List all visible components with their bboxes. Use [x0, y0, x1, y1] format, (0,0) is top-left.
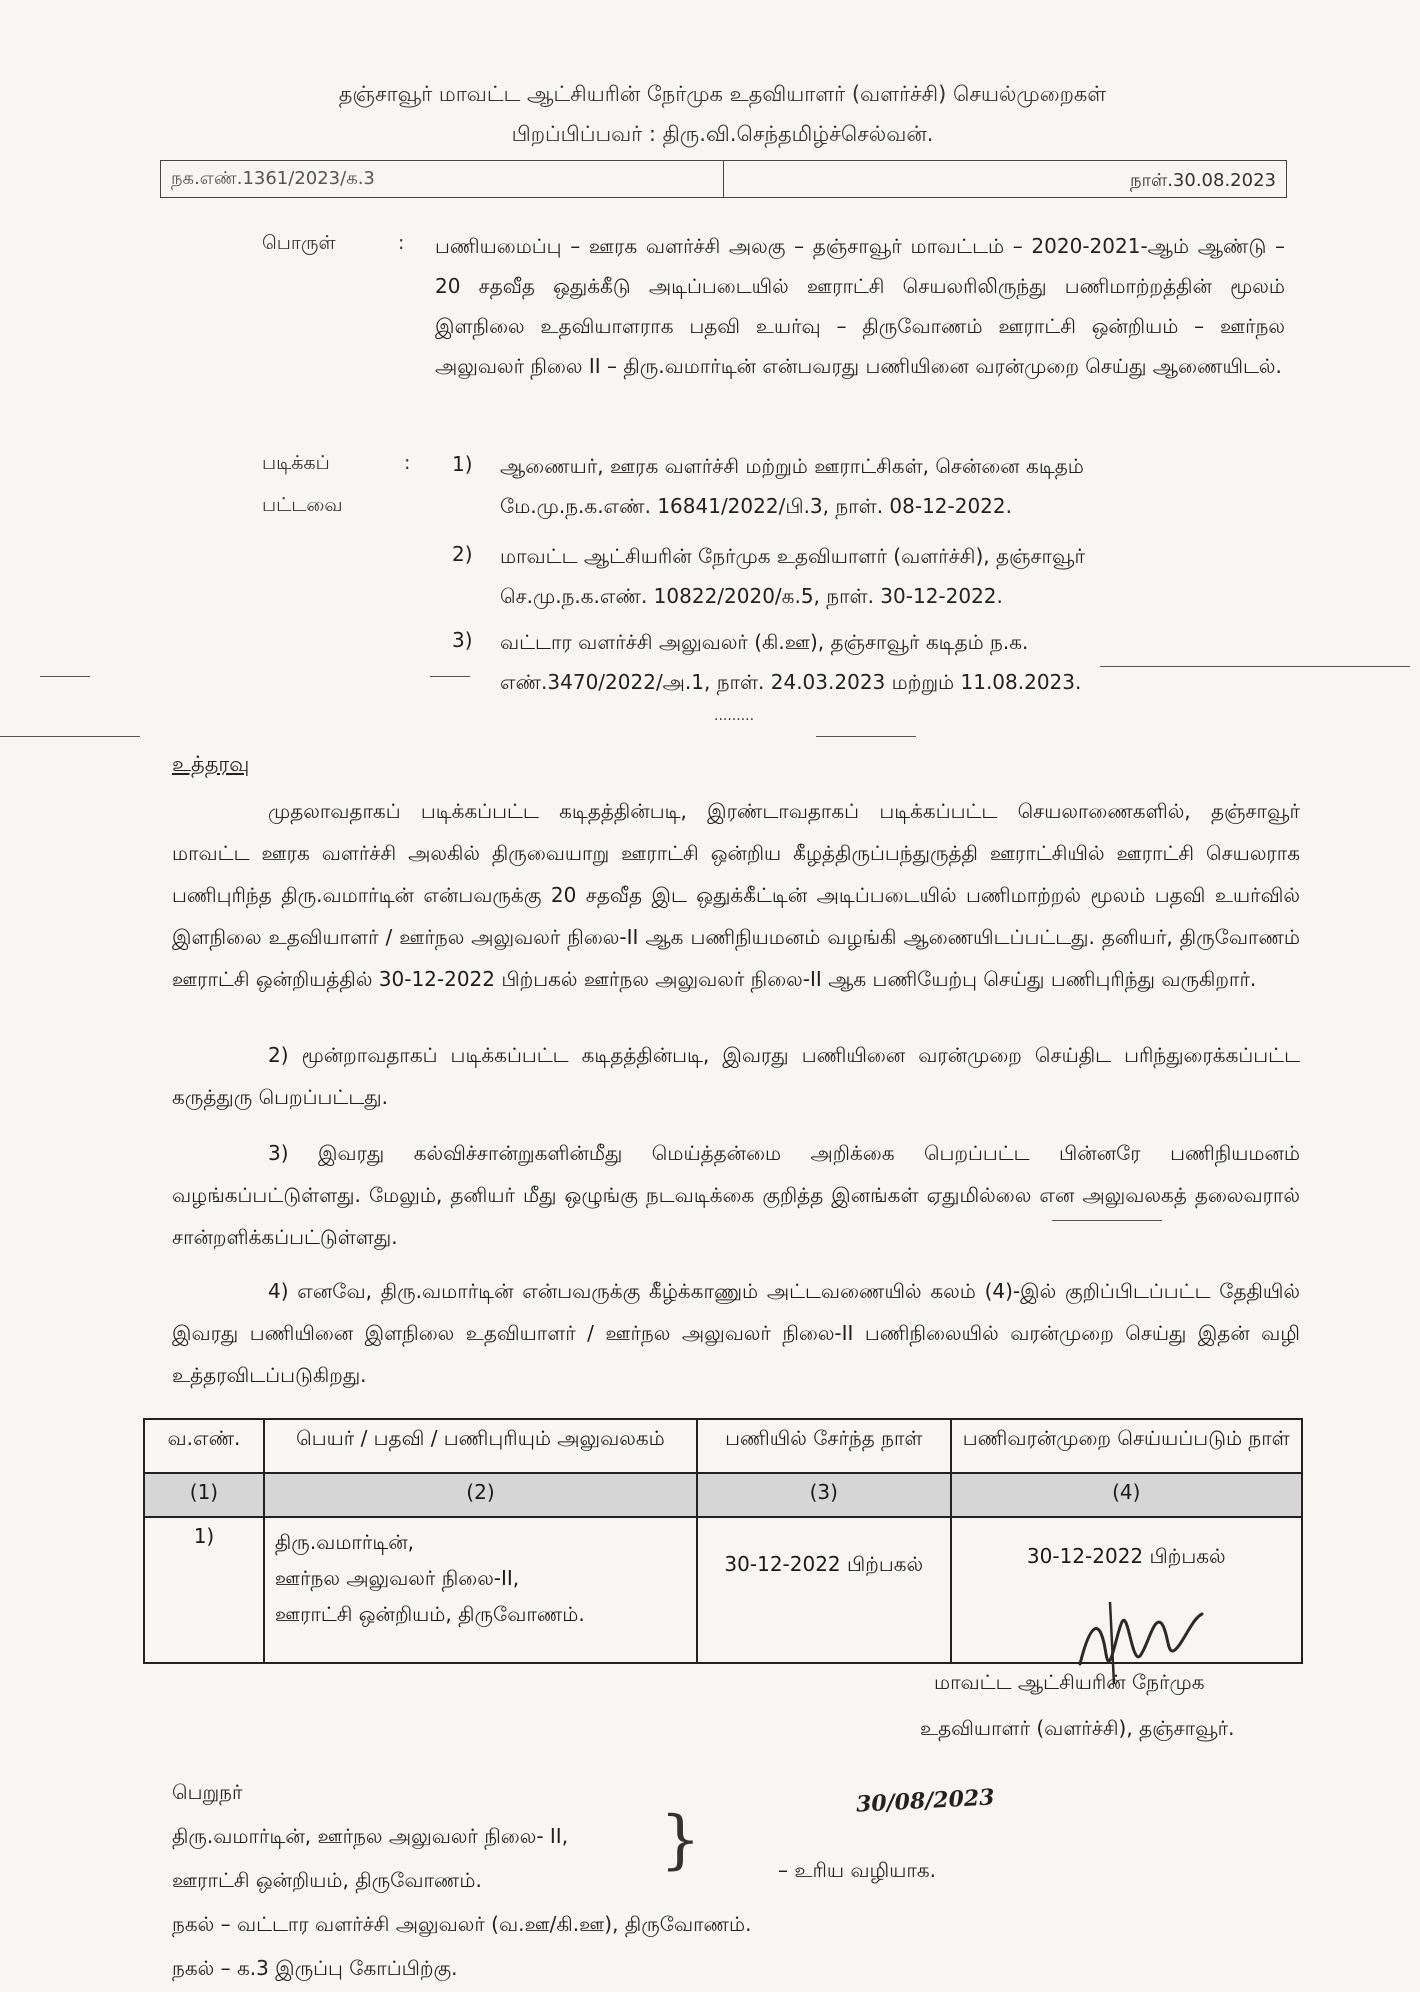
reference-2-line-1: மாவட்ட ஆட்சியரின் நேர்முக உதவியாளர் (வளர்ச்சி), தஞ்சாவூர்: [500, 544, 1085, 568]
reference-bar-divider: [723, 161, 724, 197]
reference-1-line-1: ஆணையர், ஊரக வளர்ச்சி மற்றும் ஊராட்சிகள், சென்னை கடிதம்: [500, 454, 1084, 478]
scan-mark: [0, 736, 140, 737]
order-paragraph-1: முதலாவதாகப் படிக்கப்பட்ட கடிதத்தின்படி, இரண்டாவதாகப் படிக்கப்பட்ட செயலாணைகளில், தஞ்சாவூர் மாவட்ட ஊரக வளர்ச்சி அலகில் திருவையாறு ஊராட்சி ஒன்றிய கீழத்திருப்பந்துருத்தி ஊராட்சியில் ஊராட்சி செயலராக பணிபுரிந்த திரு.வமார்டின் என்பவருக்கு 20 சதவீத இட ஒதுக்கீட்டின் அடிப்படையில் பணிமாற்றல் மூலம் பதவி உயர்வில் இளநிலை உதவியாளர் / ஊர்நல அலுவலர் நிலை-II ஆக பணிநியமனம் வழங்கி ஆணையிடப்பட்டது. தனியர், திருவோணம் ஊராட்சி ஒன்றியத்தில் 30-12-2022 பிற்பகல் ஊர்நல அலுவலர் நிலை-II ஆக பணியேற்பு செய்து பணிபுரிந்து வருகிறார்.: [172, 799, 1300, 991]
reference-1-line-2: மே.மு.ந.க.எண். 16841/2022/பி.3, நாள். 08-12-2022.: [500, 494, 1012, 518]
reference-3: [500, 622, 1285, 702]
separator-dots: .........: [714, 708, 755, 724]
index-col-4: (4): [951, 1473, 1302, 1517]
table-header-row: [144, 1419, 1302, 1473]
row-joining-date: 30-12-2022 பிற்பகல்: [697, 1517, 951, 1663]
order-paragraph-4: 4) எனவே, திரு.வமார்டின் என்பவருக்கு கீழ்க்காணும் அட்டவணையில் கலம் (4)-இல் குறிப்பிடப்பட்ட தேதியில் இவரது பணியினை இளநிலை உதவியாளர் / ஊர்நல அலுவலர் நிலை-II பணிநிலையில் வரன்முறை செய்து இதன் வழி உத்தரவிடப்படுகிறது.: [172, 1279, 1300, 1387]
reference-2-number: 2): [452, 542, 473, 566]
header-serial: வ.எண்.: [144, 1419, 264, 1473]
row-regularisation-date: 30-12-2022 பிற்பகல்: [951, 1517, 1302, 1663]
recipient-line-1: திரு.வமார்டின், ஊர்நல அலுவலர் நிலை- II,: [172, 1824, 569, 1848]
order-date: நாள்.30.08.2023: [1130, 170, 1276, 191]
reference-number: நக.எண்.1361/2023/க.3: [171, 168, 375, 189]
references-label-1: படிக்கப்: [262, 452, 330, 474]
row-name-cell: [264, 1517, 697, 1663]
recipients-label: பெறுநர்: [172, 1780, 243, 1804]
copy-line-1: நகல் – வட்டார வளர்ச்சி அலுவலர் (வ.ஊ/கி.ஊ), திருவோணம்.: [172, 1912, 752, 1936]
index-col-1: (1): [144, 1473, 264, 1517]
references-label-2: பட்டவை: [262, 494, 343, 516]
reference-3-number: 3): [452, 628, 473, 652]
scan-mark: [40, 676, 90, 677]
reference-1: [500, 446, 1285, 526]
handwritten-date: 30/08/2023: [855, 1784, 996, 1818]
references-colon: :: [404, 452, 411, 474]
reference-2: [500, 536, 1285, 616]
office-heading: தஞ்சாவூர் மாவட்ட ஆட்சியரின் நேர்முக உதவியாளர் (வளர்ச்சி) செயல்முறைகள்: [338, 82, 1107, 106]
order-title: உத்தரவு: [172, 752, 250, 776]
reference-bar: [160, 160, 1287, 198]
order-paragraph-2: 2) மூன்றாவதாகப் படிக்கப்பட்ட கடிதத்தின்படி, இவரது பணியினை வரன்முறை செய்திட பரிந்துரைக்கப்பட்ட கருத்துரு பெறப்பட்டது.: [172, 1043, 1300, 1109]
table-index-row: [144, 1473, 1302, 1517]
row-post: ஊர்நல அலுவலர் நிலை-II,: [274, 1566, 520, 1590]
issuer-line: பிறப்பிப்பவர் : திரு.வி.செந்தமிழ்ச்செல்வன்.: [511, 122, 934, 146]
reference-3-line-1: வட்டார வளர்ச்சி அலுவலர் (கி.ஊ), தஞ்சாவூர் கடிதம் ந.க.: [500, 630, 1029, 654]
row-serial: 1): [144, 1517, 264, 1663]
brace-mark: }: [660, 1803, 701, 1877]
recipient-line-2: ஊராட்சி ஒன்றியம், திருவோணம்.: [172, 1868, 482, 1892]
order-paragraph-3: 3) இவரது கல்விச்சான்றுகளின்மீது மெய்த்தன்மை அறிக்கை பெறப்பட்ட பின்னரே பணிநியமனம் வழங்கப்பட்டுள்ளது. மேலும், தனியர் மீது ஒழுங்கு நடவடிக்கை குறித்த இனங்கள் ஏதுமில்லை என அலுவலகத் தலைவரால் சான்றளிக்கப்பட்டுள்ளது.: [172, 1141, 1300, 1249]
index-col-3: (3): [697, 1473, 951, 1517]
header-name-post-office: பெயர் / பதவி / பணிபுரியும் அலுவலகம்: [264, 1419, 697, 1473]
reference-3-line-2: எண்.3470/2022/அ.1, நாள். 24.03.2023 மற்றும் 11.08.2023.: [500, 670, 1082, 694]
row-name: திரு.வமார்டின்,: [274, 1530, 414, 1554]
reference-1-number: 1): [452, 452, 473, 476]
subject-text: பணியமைப்பு – ஊரக வளர்ச்சி அலகு – தஞ்சாவூர் மாவட்டம் – 2020-2021-ஆம் ஆண்டு – 20 சதவீத ஒதுக்கீடு அடிப்படையில் ஊராட்சி செயலரிலிருந்து பணிமாற்றத்தின் மூலம் இளநிலை உதவியாளராக பதவி உயர்வு – திருவோணம் ஊராட்சி ஒன்றியம் – ஊர்நல அலுவலர் நிலை II – திரு.வமார்டின் என்பவரது பணியினை வரன்முறை செய்து ஆணையிடல்.: [435, 234, 1285, 378]
subject-colon: :: [398, 232, 405, 254]
header-regularisation-date: பணிவரன்முறை செய்யப்படும் நாள்: [951, 1419, 1302, 1473]
scan-mark: [430, 676, 470, 677]
signatory-designation-1: மாவட்ட ஆட்சியரின் நேர்முக: [934, 1670, 1205, 1694]
signatory-designation-2: உதவியாளர் (வளர்ச்சி), தஞ்சாவூர்.: [920, 1716, 1235, 1740]
copy-line-2: நகல் – க.3 இருப்பு கோப்பிற்கு.: [172, 1956, 458, 1980]
scan-mark: [816, 736, 916, 737]
index-col-2: (2): [264, 1473, 697, 1517]
reference-2-line-2: செ.மு.ந.க.எண். 10822/2020/க.5, நாள். 30-12-2022.: [500, 584, 1003, 608]
scan-mark: [1100, 666, 1410, 667]
through-proper-channel: – உரிய வழியாக.: [778, 1858, 936, 1882]
subject-label: பொருள்: [262, 232, 336, 254]
scan-mark: [1052, 1220, 1162, 1221]
header-joining-date: பணியில் சேர்ந்த நாள்: [697, 1419, 951, 1473]
row-office: ஊராட்சி ஒன்றியம், திருவோணம்.: [274, 1602, 585, 1626]
